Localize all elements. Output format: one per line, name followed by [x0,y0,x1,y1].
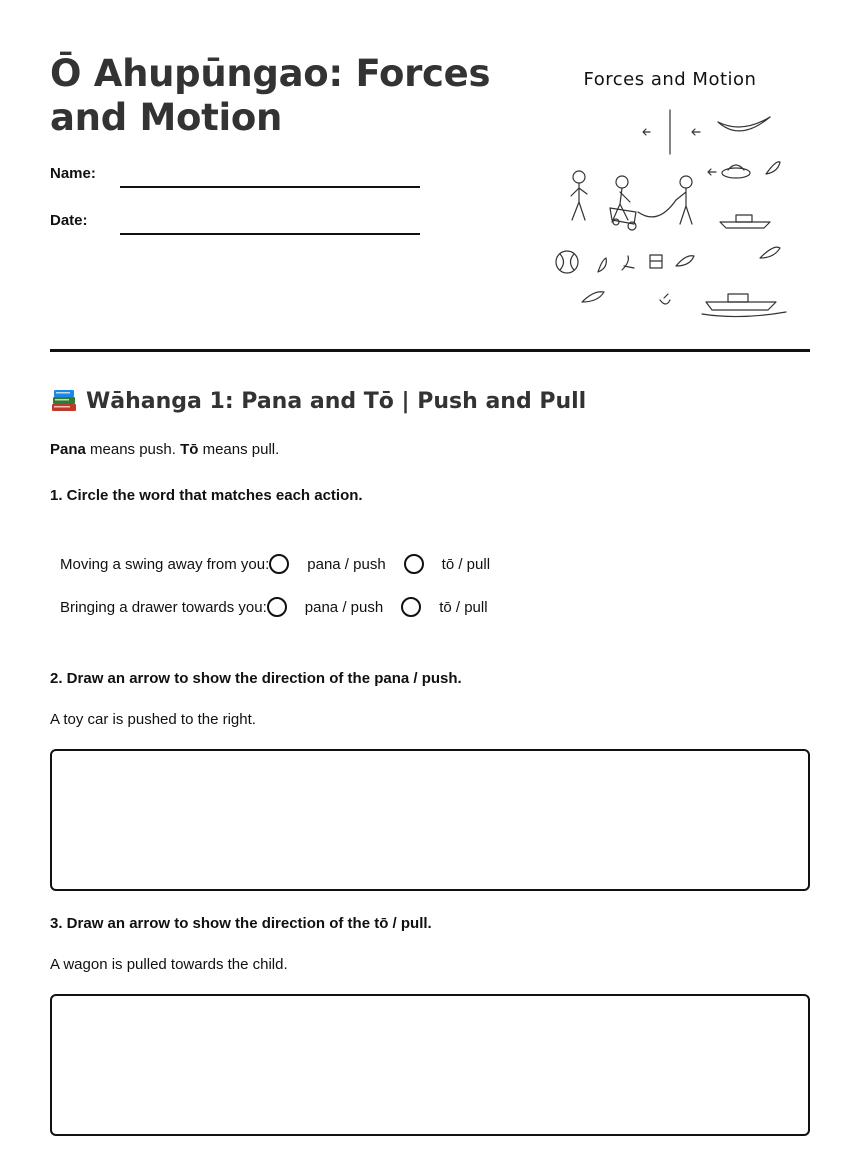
question-3-scenario: A wagon is pulled towards the child. [50,956,288,973]
row-1-push-option: pana / push [307,555,386,573]
illustration-title: Forces and Motion [583,69,757,90]
name-label: Name: [50,165,96,182]
name-field[interactable] [120,186,420,188]
row-1-pull-option: tō / pull [441,555,491,573]
illustration-drawing [550,62,800,322]
row-2-push-option: pana / push [304,598,384,616]
header-divider [50,349,810,352]
question-2-drawing-area[interactable] [50,749,810,891]
row-2-label: Bringing a drawer towards you: [60,598,267,616]
question-2-scenario: A toy car is pushed to the right. [50,711,256,728]
question-1-prompt: 1. Circle the word that matches each action. [50,487,363,504]
row-1-push-radio[interactable] [269,554,289,574]
to-term: Tō [180,441,199,458]
question-2-prompt: 2. Draw an arrow to show the direction of the pana / push. [50,670,462,687]
row-1-label: Moving a swing away from you: [60,555,270,573]
date-field[interactable] [120,233,420,235]
date-label: Date: [50,212,88,229]
row-1-pull-radio[interactable] [404,554,424,574]
row-2-pull-radio[interactable] [401,597,421,617]
question-3-drawing-area[interactable] [50,994,810,1136]
intro-text-2: means pull. [198,441,280,458]
title-line-1: Ō Ahupūngao: Forces [50,52,491,95]
pana-term: Pana [50,441,86,458]
question-3-prompt: 3. Draw an arrow to show the direction of the tō / pull. [50,915,432,932]
row-2-push-radio[interactable] [267,597,287,617]
worksheet-page [50,0,810,1161]
section-1-intro [50,441,279,458]
question-1-row-2 [60,594,506,620]
title-line-2: and Motion [50,96,283,139]
books-icon [50,388,78,414]
question-1-row-1 [60,551,508,577]
forces-illustration [550,62,800,322]
section-1-heading-text: Wāhanga 1: Pana and Tō | Push and Pull [86,388,587,414]
row-2-pull-option: tō / pull [439,598,488,616]
section-1-heading [50,388,586,414]
page-title [50,52,520,140]
intro-text-1: means push. [85,441,181,458]
